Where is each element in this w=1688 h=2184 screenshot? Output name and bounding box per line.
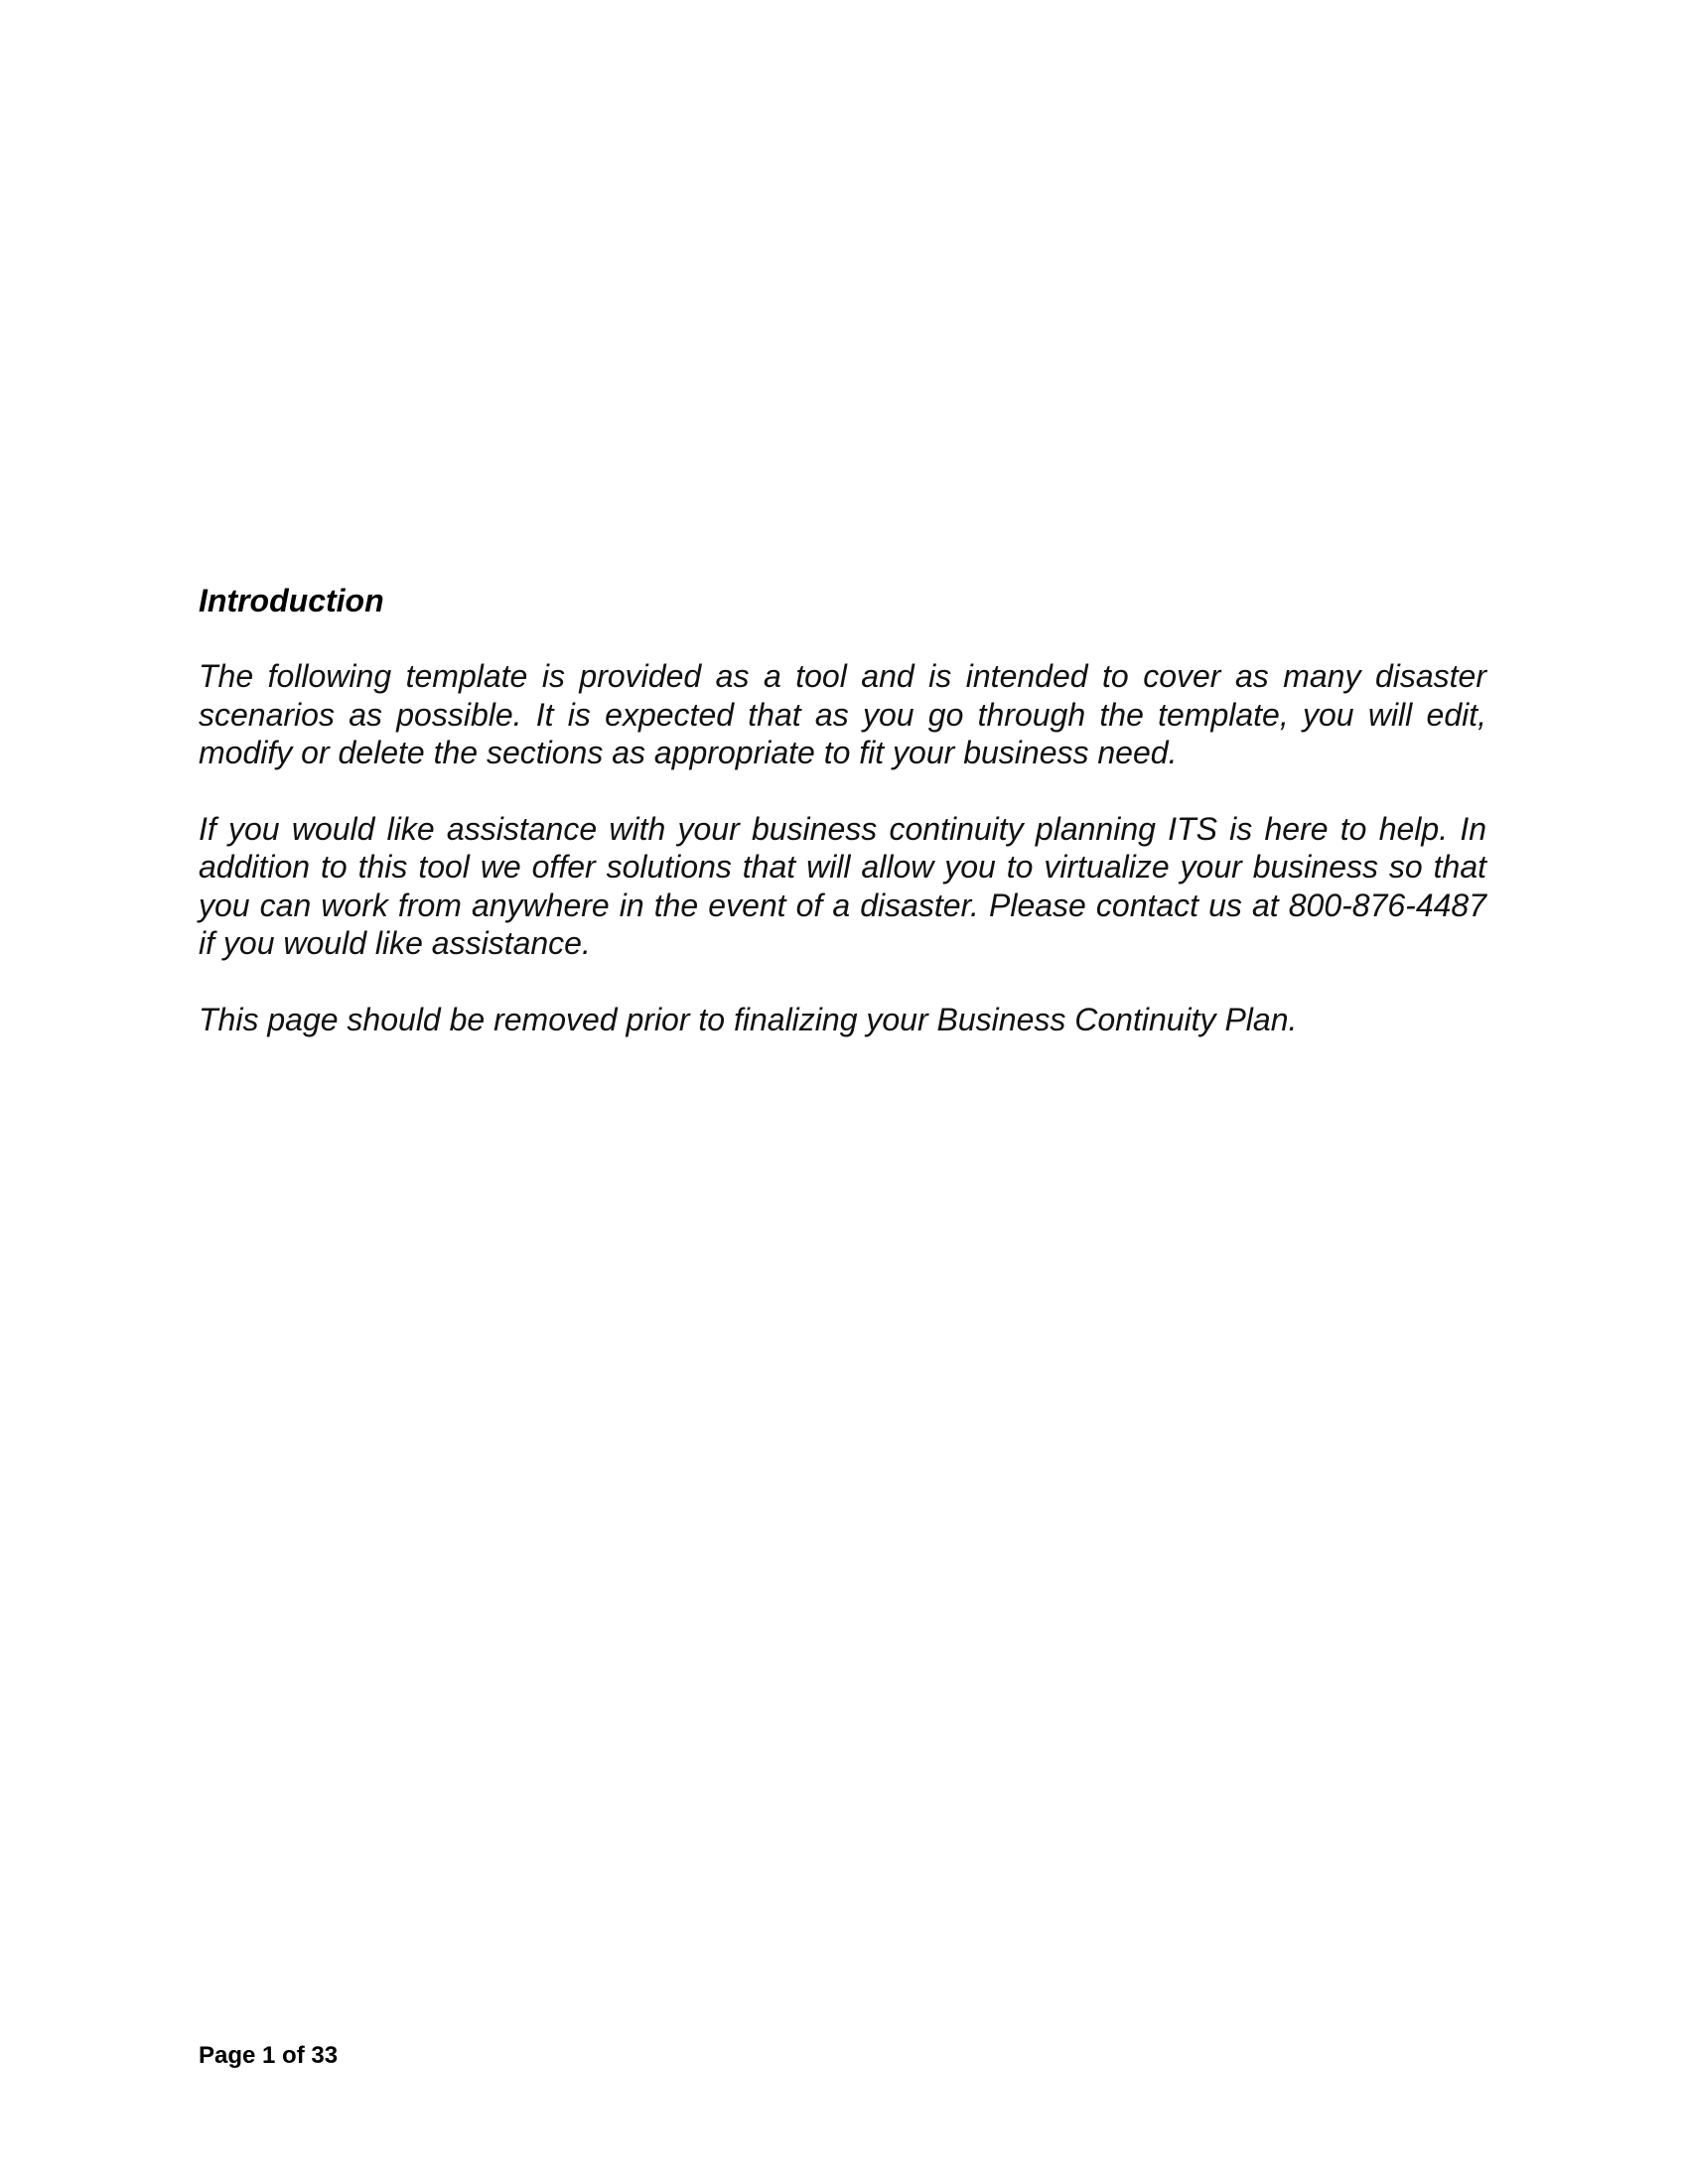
section-heading: Introduction	[199, 583, 384, 618]
intro-paragraph: The following template is provided as a tool and is intended to cover as many disaster scenarios as possible. It is expected that as you go through the template, you will edit, modify or delete the sections as appropriate to fit your business need.	[199, 658, 1486, 770]
page-content	[199, 582, 1486, 1038]
assistance-paragraph: If you would like assistance with your business continuity planning ITS is here to help. In addition to this tool we offer solutions that will allow you to virtualize your business so that you can work from anywhere in the event of a disaster. Please contact us at 800-876-4487 if you would like assistance.	[199, 810, 1486, 961]
page-number: Page 1 of 33	[199, 2042, 339, 2069]
removal-note-paragraph: This page should be removed prior to finalizing your Business Continuity Plan.	[199, 1001, 1298, 1037]
